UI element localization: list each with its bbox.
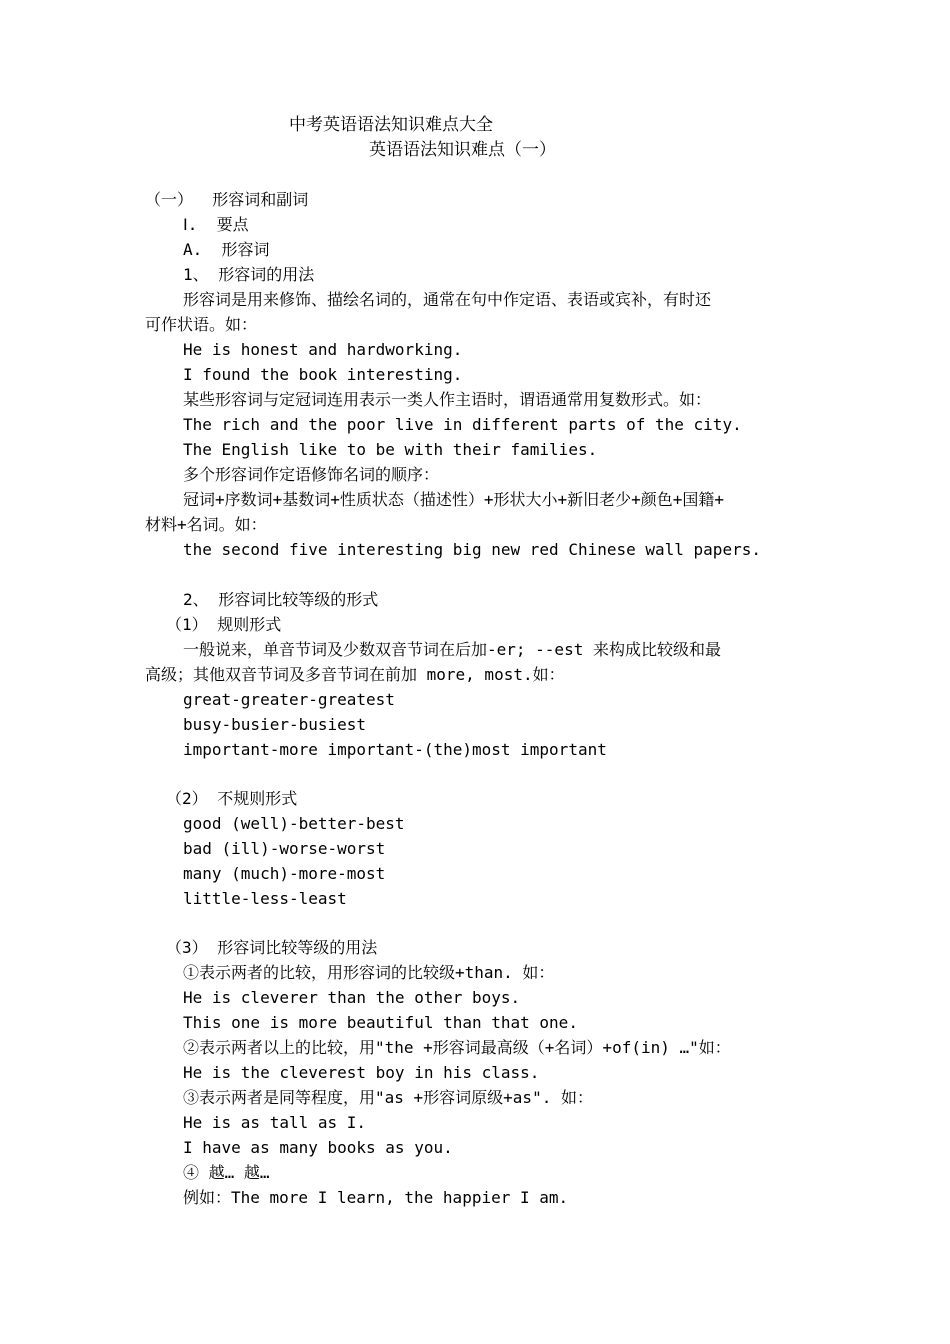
paragraph-line: ①表示两者的比较，用形容词的比较级+than. 如： [183, 963, 555, 982]
example-line: bad (ill)-worse-worst [183, 839, 386, 858]
paragraph-line: 高级；其他双音节词及多音节词在前加 more, most.如： [145, 665, 565, 684]
subsection-heading: A. 形容词 [183, 240, 270, 259]
example-line: busy-busier-busiest [183, 715, 367, 734]
paragraph-line: 材料+名词。如： [145, 515, 267, 534]
paragraph-line: ③表示两者是同等程度，用"as +形容词原级+as". 如： [183, 1088, 593, 1107]
example-line: He is cleverer than the other boys. [183, 988, 521, 1007]
example-line: He is the cleverest boy in his class. [183, 1063, 540, 1082]
example-line: 例如：The more I learn, the happier I am. [183, 1188, 569, 1207]
example-line: I have as many books as you. [183, 1138, 453, 1157]
example-line: I found the book interesting. [183, 365, 463, 384]
item-heading: （3） 形容词比较等级的用法 [166, 938, 378, 957]
example-line: He is honest and hardworking. [183, 340, 463, 359]
item-heading: 2、 形容词比较等级的形式 [183, 590, 379, 609]
item-heading: （2） 不规则形式 [166, 789, 298, 808]
example-line: great-greater-greatest [183, 690, 395, 709]
paragraph-line: 多个形容词作定语修饰名词的顺序： [183, 465, 440, 484]
paragraph-line: ④ 越… 越… [183, 1163, 270, 1182]
example-line: the second five interesting big new red Chinese wall papers. [183, 540, 761, 559]
example-line: many (much)-more-most [183, 864, 386, 883]
example-line: The English like to be with their families. [183, 440, 598, 459]
paragraph-line: 冠词+序数词+基数词+性质状态（描述性）+形状大小+新旧老少+颜色+国籍+ [183, 490, 725, 509]
example-line: This one is more beautiful than that one. [183, 1013, 578, 1032]
paragraph-line: ②表示两者以上的比较，用"the +形容词最高级（+名词）+of(in) …"如： [183, 1038, 731, 1057]
paragraph-line: 一般说来，单音节词及少数双音节词在后加-er; --est 来构成比较级和最 [183, 640, 721, 659]
document-title: 中考英语语法知识难点大全 [289, 115, 493, 135]
document-subtitle: 英语语法知识难点（一） [369, 140, 556, 160]
section-heading: （一） 形容词和副词 [145, 190, 309, 209]
subsection-heading: Ⅰ. 要点 [183, 215, 249, 234]
example-line: The rich and the poor live in different parts of the city. [183, 415, 742, 434]
example-line: He is as tall as I. [183, 1113, 367, 1132]
paragraph-line: 可作状语。如： [145, 315, 258, 334]
paragraph-line: 形容词是用来修饰、描绘名词的，通常在句中作定语、表语或宾补，有时还 [183, 290, 712, 309]
example-line: little-less-least [183, 889, 347, 908]
paragraph-line: 某些形容词与定冠词连用表示一类人作主语时，谓语通常用复数形式。如： [183, 390, 712, 409]
item-heading: （1） 规则形式 [166, 615, 282, 634]
example-line: important-more important-(the)most important [183, 740, 607, 759]
example-line: good (well)-better-best [183, 814, 405, 833]
item-heading: 1、 形容词的用法 [183, 265, 315, 284]
